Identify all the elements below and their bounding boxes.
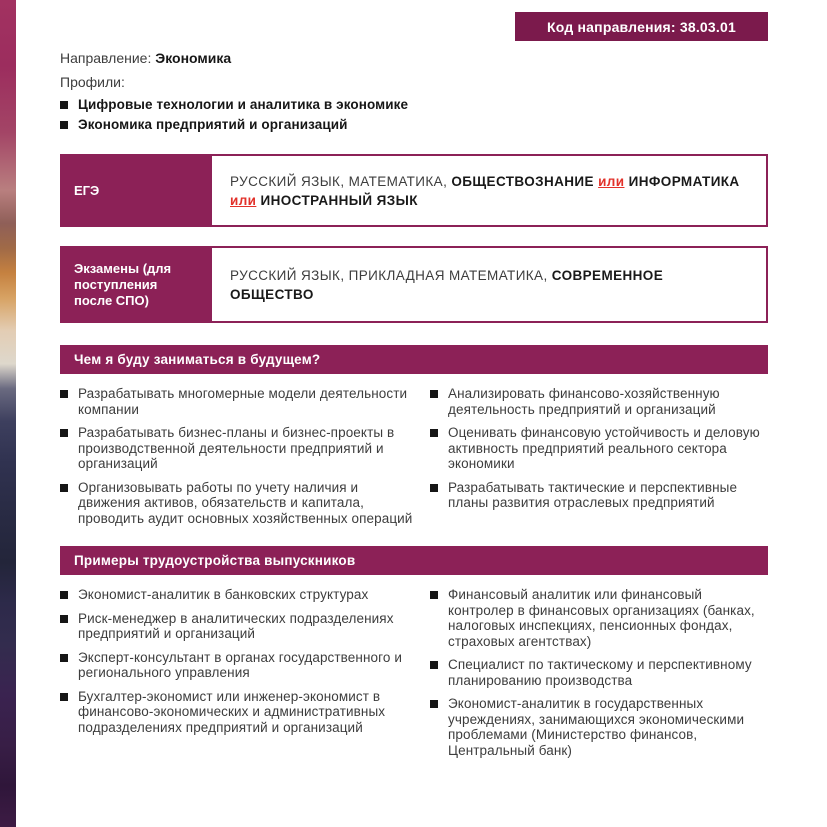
list-item	[60, 425, 414, 472]
list-item	[430, 425, 764, 472]
list-column-right	[430, 587, 768, 766]
list-item-text: Финансовый аналитик или финансовый контролер в финансовых организациях (банках, налоговых инспекциях, пенсионных фондах, страховых агентствах)	[448, 587, 755, 649]
profile-item	[60, 97, 768, 113]
list-column-left	[60, 386, 418, 534]
content-area	[60, 0, 768, 766]
section-employment-list	[60, 587, 768, 766]
bullet-square-icon	[430, 484, 438, 492]
list-item-text: Оценивать финансовую устойчивость и деловую активность предприятий реального сектора экономики	[448, 425, 760, 471]
list-item	[430, 587, 764, 649]
list-item	[430, 480, 764, 511]
exam-row-value	[210, 246, 768, 323]
bullet-square-icon	[60, 615, 68, 623]
list-column-right	[430, 386, 768, 534]
exam-row-header	[60, 154, 210, 227]
list-item-text: Анализировать финансово-хозяйственную деятельность предприятий и организаций	[448, 386, 720, 417]
bullet-square-icon	[60, 693, 68, 701]
direction-value: Экономика	[155, 50, 232, 66]
profile-item-text: Цифровые технологии и аналитика в экономике	[78, 97, 409, 112]
exam-row-ege	[60, 154, 768, 227]
list-item-text: Разрабатывать бизнес-планы и бизнес-проекты в производственной деятельности предприятий и организаций	[78, 425, 395, 471]
exam-row-header-text: Экзамены (для поступления после СПО)	[74, 260, 172, 308]
list-item-text: Бухгалтер-экономист или инженер-экономист в финансово-экономических и административных подразделениях предприятий и организаций	[78, 688, 386, 735]
left-photo-strip	[0, 0, 16, 827]
list-item-text: Организовывать работы по учету наличия и движения активов, обязательств и капитала, проводить аудит основных хозяйственных операций	[78, 479, 413, 526]
list-item	[430, 386, 764, 417]
list-item	[60, 480, 414, 527]
direction-code-text: Код направления: 38.03.01	[547, 18, 736, 35]
list-item	[60, 689, 414, 736]
list-item	[430, 657, 764, 688]
list-item-text: Риск-менеджер в аналитических подразделениях предприятий и организаций	[78, 610, 394, 641]
list-item	[60, 386, 414, 417]
section-title: Примеры трудоустройства выпускников	[74, 553, 356, 568]
section-header-employment	[60, 546, 768, 575]
direction-label: Направление:	[60, 50, 156, 66]
bullet-square-icon	[60, 390, 68, 398]
profile-item-text: Экономика предприятий и организаций	[78, 117, 348, 132]
bullet-square-icon	[60, 654, 68, 662]
bullet-square-icon	[60, 429, 68, 437]
bullet-square-icon	[60, 101, 68, 109]
bullet-square-icon	[430, 591, 438, 599]
list-item-text: Экономист-аналитик в государственных учреждениях, занимающихся экономическими проблемами (Министерство финансов, Центральный банк)	[448, 696, 745, 758]
list-item-text: Специалист по тактическому и перспективному планированию производства	[448, 657, 752, 688]
bullet-square-icon	[60, 484, 68, 492]
section-title: Чем я буду заниматься в будущем?	[74, 352, 321, 367]
profile-item	[60, 117, 768, 133]
list-item-text: Разрабатывать тактические и перспективные планы развития отраслевых предприятий	[448, 479, 738, 510]
list-item	[430, 696, 764, 758]
bullet-square-icon	[430, 390, 438, 398]
list-item-text: Эксперт-консультант в органах государственного и регионального управления	[78, 649, 402, 680]
list-item	[60, 587, 414, 603]
profiles-label: Профили:	[60, 74, 125, 90]
exam-row-header-text: ЕГЭ	[74, 182, 100, 198]
exam-row-value	[210, 154, 768, 227]
direction-code-badge	[515, 12, 768, 41]
list-column-left	[60, 587, 418, 766]
bullet-square-icon	[430, 661, 438, 669]
list-item	[60, 650, 414, 681]
bullet-square-icon	[60, 591, 68, 599]
exam-row-value-text: РУССКИЙ ЯЗЫК, МАТЕМАТИКА, ОБЩЕСТВОЗНАНИЕ или ИНФОРМАТИКА или ИНОСТРАННЫЙ ЯЗЫК	[230, 173, 740, 208]
list-item	[60, 611, 414, 642]
bullet-square-icon	[60, 121, 68, 129]
exam-row-value-text: РУССКИЙ ЯЗЫК, ПРИКЛАДНАЯ МАТЕМАТИКА, СОВРЕМЕННОЕ ОБЩЕСТВО	[230, 267, 664, 302]
section-future-work-list	[60, 386, 768, 534]
list-item-text: Экономист-аналитик в банковских структурах	[78, 587, 369, 602]
exam-row-header	[60, 246, 210, 323]
exam-row-spo	[60, 246, 768, 323]
list-item-text: Разрабатывать многомерные модели деятельности компании	[78, 386, 408, 417]
bullet-square-icon	[430, 700, 438, 708]
bullet-square-icon	[430, 429, 438, 437]
section-header-future-work	[60, 345, 768, 374]
direction-line	[60, 50, 768, 66]
